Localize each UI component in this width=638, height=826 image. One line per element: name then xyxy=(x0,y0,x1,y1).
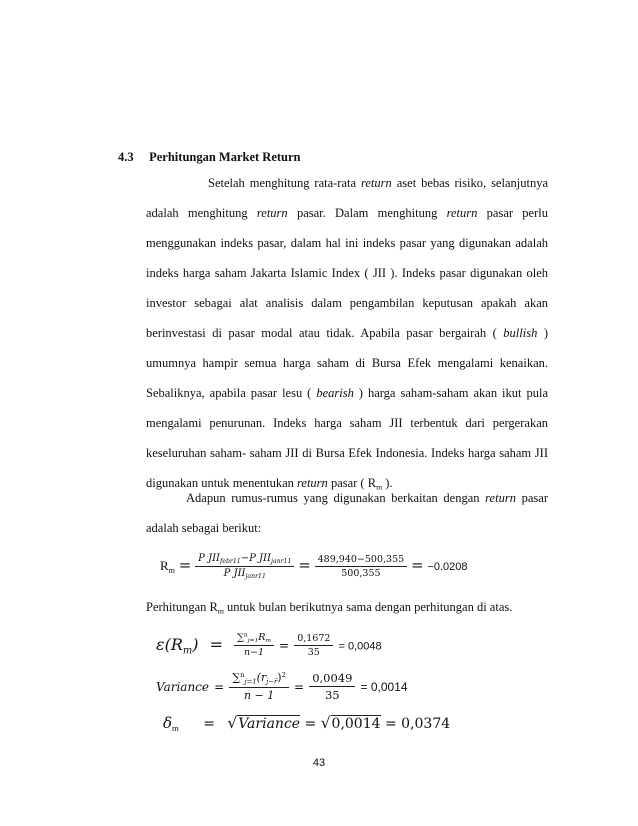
page-number: 43 xyxy=(312,757,326,769)
paragraph-formula-intro: Adapun rumus-rumus yang digunakan berkaitan dengan return pasar adalah sebagai berikut: xyxy=(146,491,548,535)
section-title: Perhitungan Market Return xyxy=(149,150,301,164)
paragraph-market-return: Setelah menghitung rata-rata return aset bebas risiko, selanjutnya adalah menghitung return pasar. Dalam menghitung return pasar perlu menggunakan indeks pasar, dalam hal ini indeks pasar yang digunakan adalah indeks harga saham Jakarta Islamic Index ( JII ). Indeks pasar digunakan oleh investor sebagai alat analisis dalam pengambilan keputusan apakah akan berinvestasi di pasar modal atau tidak. Apabila pasar bergairah ( bullish ) umumnya hampir semua harga saham di Bursa Efek mengalami kenaikan. Sebaliknya, apabila pasar lesu ( bearish ) harga saham-saham akan ikut pula mengalami penurunan. Indeks harga saham JII terbentuk dari pergerakan keseluruhan saham- saham JII di Bursa Efek Indonesia. Indeks harga saham JII digunakan untuk menentukan return pasar ( $R_m$ ). xyxy=(146,176,548,492)
equation-rm-values: $\frac{489,940-500,355}{500,355}$ xyxy=(315,554,408,579)
note-next-months: Perhitungan $R_m$ untuk bulan berikutnya sama dengan perhitungan di atas. xyxy=(146,600,513,616)
equation-std-dev: $\delta_m$ = √Variance = √0,0014 = 0,0374 xyxy=(163,714,451,734)
section-number: 4.3 xyxy=(118,150,134,164)
equation-rm: $R_m$ = $\frac{P JII_{febr11}-P JII_{janr11}}{P JII_{janr11}}$ = $\frac{489,940-500,355}{500,355}$ = −0.0208 xyxy=(160,553,468,581)
equation-variance: Variance = $\frac{\sum^n_{j=1}(r_{j-r̄})^2}{n - 1}$ = $\frac{0,0049}{35}$ = 0,0014 xyxy=(156,671,408,702)
equation-rm-result: −0.0208 xyxy=(427,561,468,574)
equation-std-dev-result: = 0,0374 xyxy=(384,716,451,732)
equation-expected-return: $\varepsilon(R_m)$ = $\frac{\sum^n_{j=1}R_m}{n-1}$ = $\frac{0,1672}{35}$ = 0,0048 xyxy=(156,632,382,659)
equation-expected-return-result: = 0,0048 xyxy=(338,640,382,653)
equation-variance-result: = 0,0014 xyxy=(360,680,408,694)
equation-rm-fraction: $\frac{P JII_{febr11}-P JII_{janr11}}{P JII_{janr11}}$ xyxy=(195,553,294,580)
section-heading xyxy=(118,150,301,165)
